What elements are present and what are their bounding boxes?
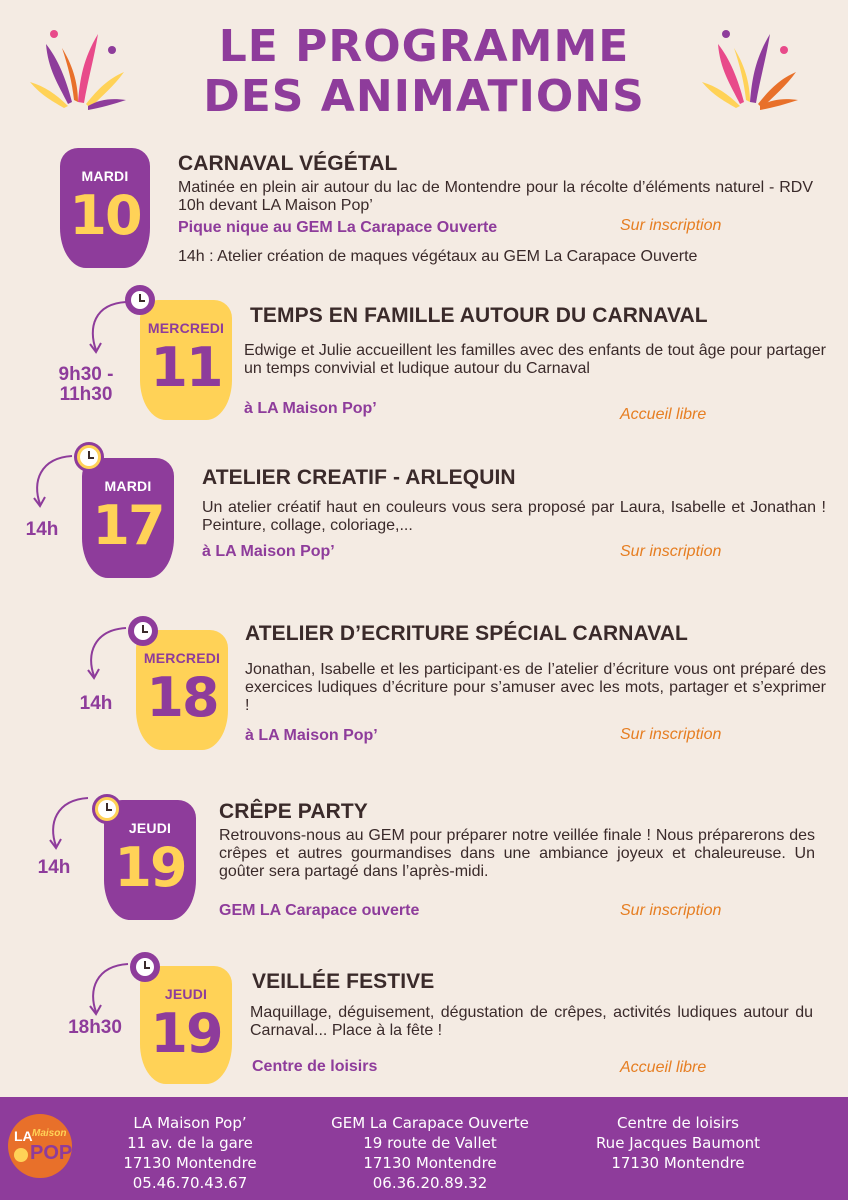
contact-address: 19 route de Vallet [363, 1134, 497, 1152]
date-day: MERCREDI [147, 320, 225, 336]
event-time: 9h30 - 11h30 [58, 364, 114, 405]
contact-gem-carapace [310, 1113, 550, 1193]
date-number: 19 [150, 1002, 222, 1065]
contact-name: GEM La Carapace Ouverte [331, 1114, 529, 1132]
event-title: ATELIER CREATIF - ARLEQUIN [202, 466, 516, 489]
event-registration: Accueil libre [620, 1059, 707, 1076]
contact-city: 17130 Montendre [123, 1154, 257, 1172]
event-time: 14h [79, 693, 113, 714]
event-registration: Sur inscription [620, 726, 722, 743]
event-title: CARNAVAL VÉGÉTAL [178, 152, 398, 175]
curved-arrow-icon [84, 298, 134, 358]
logo-text-la: LA [14, 1128, 33, 1144]
curved-arrow-icon [44, 794, 94, 854]
clock-icon [128, 616, 158, 646]
date-number: 11 [150, 336, 222, 399]
contact-city: 17130 Montendre [611, 1154, 745, 1172]
event-description: Retrouvons-nous au GEM pour préparer notre veillée finale ! Nous préparerons des crêpes et autres gourmandises dans une ambiance joyeux et chaleureuse. Un goûter sera partagé dans l’après-midi. [219, 827, 815, 880]
event-location: à LA Maison Pop’ [245, 727, 378, 744]
date-badge [82, 458, 174, 578]
contact-name: Centre de loisirs [617, 1114, 739, 1132]
event-location: GEM LA Carapace ouverte [219, 902, 420, 919]
contact-address: 11 av. de la gare [127, 1134, 253, 1152]
contact-maison-pop [100, 1113, 280, 1193]
event-title: VEILLÉE FESTIVE [252, 970, 435, 993]
event-description: Un atelier créatif haut en couleurs vous sera proposé par Laura, Isabelle et Jonathan ! Peinture, collage, coloriage,... [202, 499, 826, 534]
event-title: ATELIER D’ECRITURE SPÉCIAL CARNAVAL [245, 622, 688, 645]
confetti-burst-right-icon [700, 24, 800, 114]
date-badge [136, 630, 228, 750]
la-maison-pop-logo [8, 1114, 78, 1178]
date-day: MARDI [81, 168, 129, 184]
event-registration: Sur inscription [620, 543, 722, 560]
date-number: 18 [146, 666, 218, 729]
date-day: JEUDI [128, 820, 172, 836]
event-title: TEMPS EN FAMILLE AUTOUR DU CARNAVAL [250, 304, 708, 327]
title-line-2: DES ANIMATIONS [203, 71, 645, 122]
date-badge [140, 966, 232, 1084]
logo-text-pop: POP’ [30, 1142, 78, 1164]
curved-arrow-icon [82, 624, 132, 684]
clock-icon [74, 442, 104, 472]
event-title: CRÊPE PARTY [219, 800, 368, 823]
event-extra-info: 14h : Atelier création de maques végétaux au GEM La Carapace Ouverte [178, 248, 698, 265]
date-number: 17 [92, 494, 164, 557]
contact-city: 17130 Montendre [363, 1154, 497, 1172]
footer-contacts [0, 1097, 848, 1200]
contact-phone[interactable]: 06.36.20.89.32 [372, 1174, 488, 1192]
contact-address: Rue Jacques Baumont [595, 1134, 761, 1152]
event-location: à LA Maison Pop’ [202, 543, 335, 560]
curved-arrow-icon [28, 452, 78, 512]
event-location: à LA Maison Pop’ [244, 400, 377, 417]
date-day: MERCREDI [143, 650, 221, 666]
date-day: JEUDI [164, 986, 208, 1002]
event-time: 14h [37, 857, 71, 878]
date-number: 19 [114, 836, 186, 899]
title-line-1: LE PROGRAMME [218, 21, 630, 72]
curved-arrow-icon [84, 960, 134, 1020]
date-number: 10 [69, 184, 141, 247]
date-badge [140, 300, 232, 420]
logo-text-maison: Maison [32, 1128, 67, 1139]
event-location: Pique nique au GEM La Carapace Ouverte [178, 219, 498, 236]
event-registration: Accueil libre [620, 406, 707, 423]
event-registration: Sur inscription [620, 902, 722, 919]
event-time: 14h [25, 519, 59, 540]
event-time: 18h30 [68, 1017, 122, 1038]
clock-icon [92, 794, 122, 824]
contact-name: LA Maison Pop’ [133, 1114, 247, 1132]
event-registration: Sur inscription [620, 217, 722, 234]
contact-centre-loisirs [570, 1113, 786, 1173]
clock-icon [130, 952, 160, 982]
event-description: Maquillage, déguisement, dégustation de crêpes, activités ludiques autour du Carnaval... Place à la fête ! [250, 1004, 813, 1039]
confetti-burst-left-icon [28, 24, 128, 114]
event-location: Centre de loisirs [252, 1058, 378, 1075]
contact-phone[interactable]: 05.46.70.43.67 [132, 1174, 248, 1192]
date-badge [60, 148, 150, 268]
event-description: Jonathan, Isabelle et les participant·es de l’atelier d’écriture vous ont préparé des exercices ludiques d’écriture pour s’amuser avec les mots, partager et s’exprimer ! [245, 661, 826, 714]
date-day: MARDI [104, 478, 152, 494]
event-description: Edwige et Julie accueillent les familles avec des enfants de tout âge pour partager un temps convivial et ludique autour du Carnaval [244, 342, 826, 377]
event-description: Matinée en plein air autour du lac de Montendre pour la récolte d’éléments naturel - RDV 10h devant LA Maison Pop’ [178, 179, 813, 214]
